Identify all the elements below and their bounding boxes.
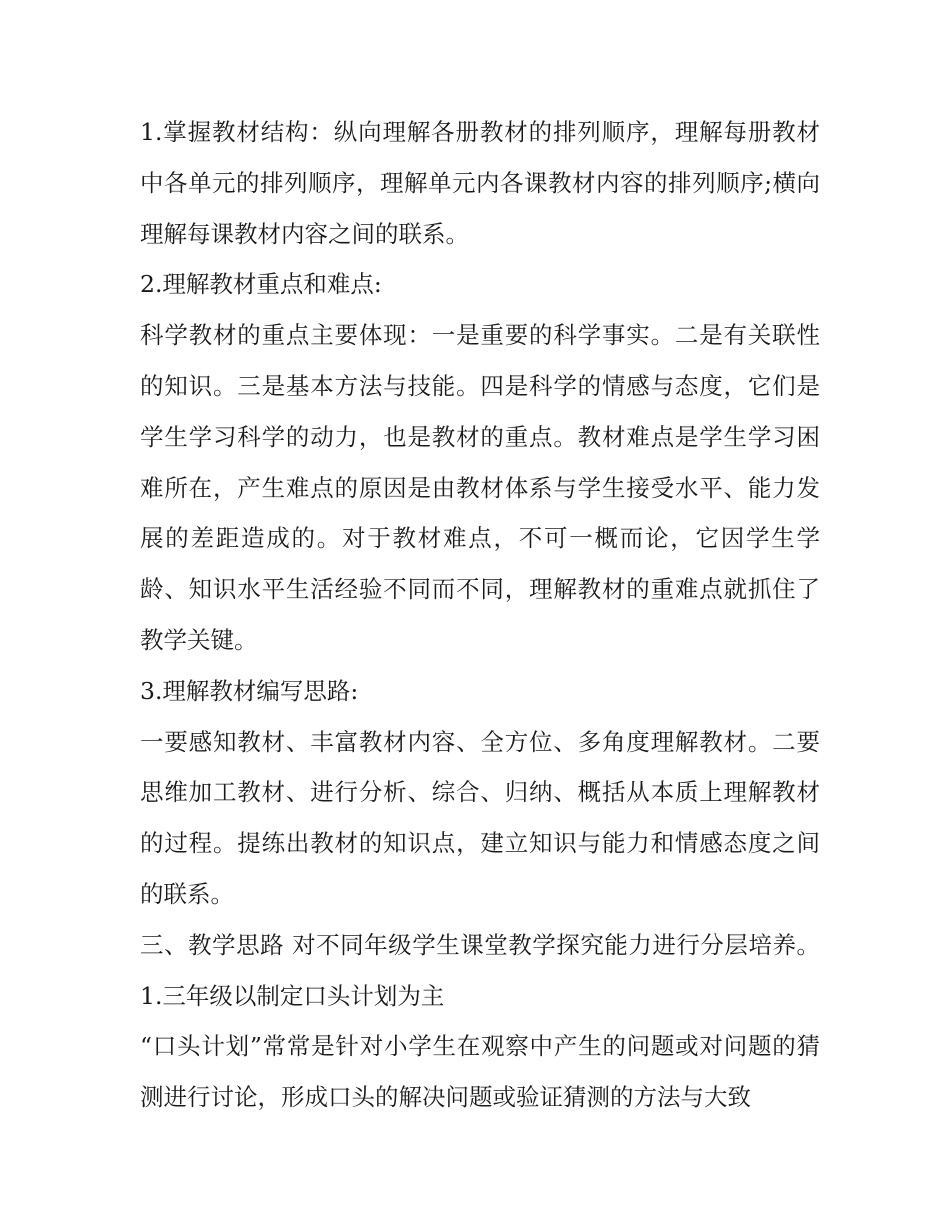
paragraph-key-points-heading: 2.理解教材重点和难点: bbox=[140, 270, 382, 299]
paragraph-writing-approach: 一要感知教材、丰富教材内容、全方位、多角度理解教材。二要思维加工教材、进行分析、综合、归纳、概括从本质上理解教材的过程。提练出教材的知识点，建立知识与能力和情感态度之间的联系。 bbox=[140, 727, 820, 908]
paragraph-teaching-ideas: 三、教学思路 对不同年级学生课堂教学探究能力进行分层培养。 1.三年级以制定口头计划为主 bbox=[140, 930, 820, 1010]
paragraph-textbook-structure: 1.掌握教材结构：纵向理解各册教材的排列顺序，理解每册教材中各单元的排列顺序，理解单元内各课教材内容的排列顺序;横向理解每课教材内容之间的联系。 bbox=[140, 118, 820, 248]
paragraph-writing-approach-heading: 3.理解教材编写思路: bbox=[140, 676, 359, 705]
paragraph-oral-plan: “口头计划”常常是针对小学生在观察中产生的问题或对问题的猜测进行讨论，形成口头的解决问题或验证猜测的方法与大致 bbox=[140, 1032, 820, 1112]
paragraph-key-points: 科学教材的重点主要体现：一是重要的科学事实。二是有关联性的知识。三是基本方法与技能。四是科学的情感与态度，它们是学生学习科学的动力，也是教材的重点。教材难点是学生学习困难所在，产生难点的原因是由教材体系与学生接受水平、能力发展的差距造成的。对于教材难点，不可一概而论，它因学生学龄、知识水平生活经验不同而不同，理解教材的重难点就抓住了教学关键。 bbox=[140, 321, 820, 654]
document-body bbox=[140, 107, 820, 1123]
